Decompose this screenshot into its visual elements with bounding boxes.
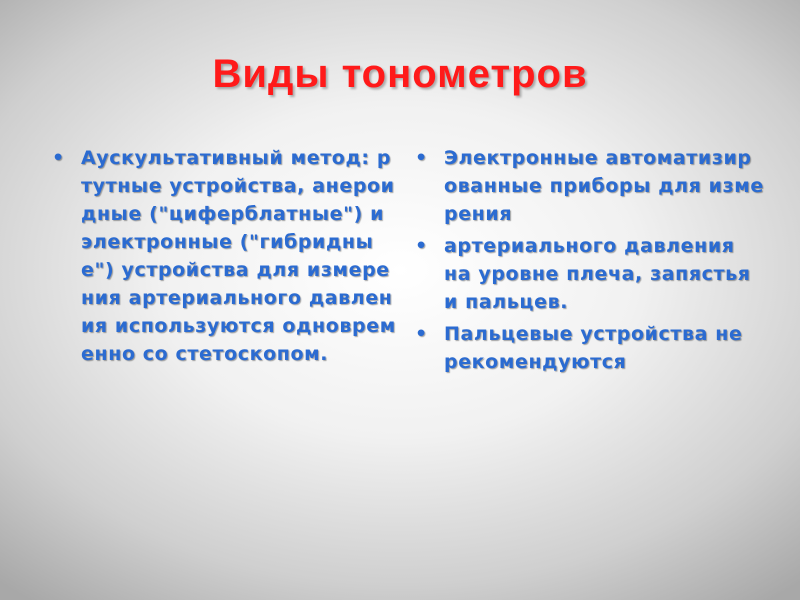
right-bullet-item-1 (415, 144, 765, 228)
slide-title: Виды тонометров (212, 52, 588, 96)
bullet-dot-icon: • (415, 147, 428, 169)
right-bullet-text-2: артериального давления на уровне плеча, запястья и пальцев. (444, 235, 751, 313)
bullet-dot-icon: • (415, 323, 428, 345)
right-bullet-list (415, 144, 765, 380)
left-bullet-list (52, 144, 397, 372)
right-bullet-text-3: Пальцевые устройства не рекомендуются (444, 323, 743, 373)
left-bullet-item-1 (52, 144, 397, 368)
right-bullet-text-1: Электронные автоматизированные приборы для измерения (444, 147, 764, 225)
right-bullet-item-3 (415, 320, 765, 376)
bullet-dot-icon: • (52, 147, 65, 169)
right-bullet-item-2 (415, 232, 765, 316)
bullet-dot-icon: • (415, 235, 428, 257)
left-bullet-text-1: Аускультативный метод: ртутные устройства, анероидные ("циферблатные") и электронные ("гибридные") устройства для измерения артериального давления используются одновременно со стетоскопом. (81, 147, 396, 365)
